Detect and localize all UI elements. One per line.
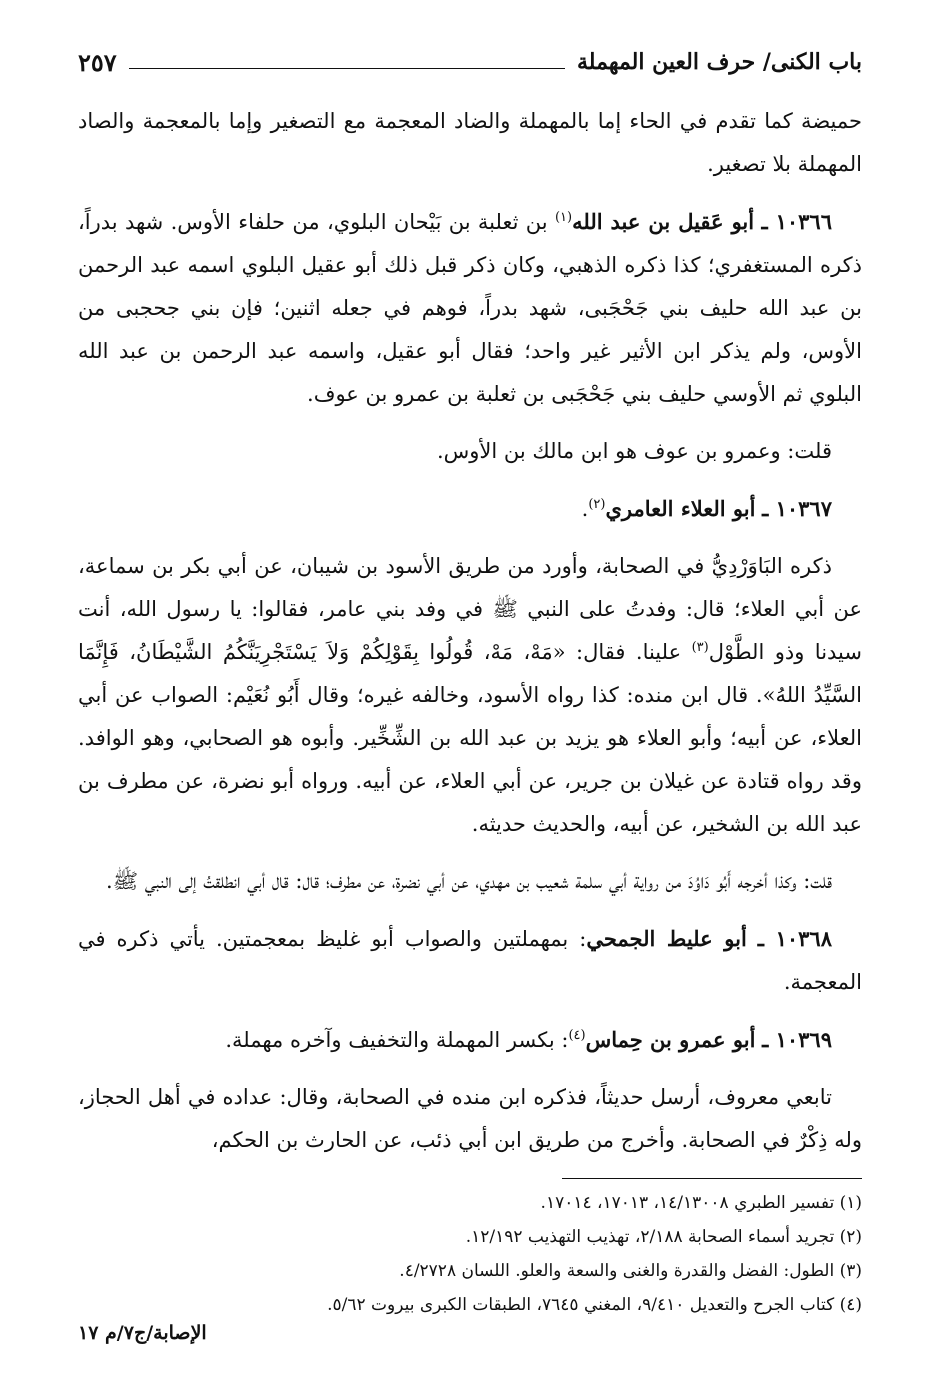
entry-name: أبو عَقيل بن عبد الله (572, 209, 755, 234)
page-number: ٢٥٧ (78, 47, 117, 77)
entry-text: : بمهملتين والصواب أبو غليظ بمعجمتين. يأتي ذكره في المعجمة. (78, 927, 862, 994)
paragraph-bawardi (78, 545, 862, 846)
entry-10368 (78, 917, 862, 1004)
footnote-ref: (١) (554, 210, 573, 225)
entry-number: ١٠٣٦٧ ـ (762, 496, 832, 521)
paragraph-continuation: حميضة كما تقدم في الحاء إما بالمهملة والضاد المعجمة مع التصغير وإما بالمعجمة والصاد المهملة بلا تصغير. (78, 109, 862, 176)
entry-name: أبو عليط الجمحي (586, 926, 747, 951)
paragraph-text-rest: علينا. فقال: «مَهْ، مَهْ، قُولُوا بِقَوْلِكُمْ وَلاَ يَسْتَجْرِيَنَّكُمُ الشَّيْطَانُ، فَإِنَّمَا السَّيِّدُ اللهُ». قال ابن منده: كذا رواه الأسود، وخالفه غيره؛ وقال أَبُو نُعَيْم: الصواب عن أبي العلاء، عن أبيه؛ وأبو العلاء هو يزيد بن عبد الله بن الشِّخِّير. وأبوه هو الصحابي، وهو الوافد. وقد رواه قتادة عن غيلان بن جرير، عن أبي العلاء، عن أبيه. ورواه أبو نضرة، عن مطرف بن عبد الله بن الشخير، عن أبيه، والحديث حديثه. (78, 640, 862, 836)
running-header (78, 44, 862, 80)
qulta-note: قلت: وعمرو بن عوف هو ابن مالك بن الأوس. (436, 439, 832, 463)
footnote-2: (٢) تجريد أسماء الصحابة ٢/١٨٨، تهذيب التهذيب ١٢/١٩٢. (465, 1227, 862, 1247)
footnote-ref: (٢) (588, 497, 606, 512)
entry-10367 (78, 487, 862, 531)
footnote-ref: (٤) (568, 1028, 586, 1043)
chapter-title: باب الكنى/ حرف العين المهملة (577, 49, 862, 75)
footnote-4: (٤) كتاب الجرح والتعديل ٩/٤١٠، المغني ٧٦٤٥، الطبقات الكبرى بيروت ٥/٦٢. (327, 1295, 862, 1315)
entry-number: ١٠٣٦٨ ـ (757, 926, 832, 951)
entry-name: أبو عمرو بن حِماس (585, 1027, 756, 1052)
footnote-1: (١) تفسير الطبري ١٤/١٣٠٠٨، ١٧٠١٣، ١٧٠١٤. (540, 1193, 862, 1213)
paragraph-text: ذكره البَاوَرْدِيُّ في الصحابة، وأورد من طريق الأسود بن شيبان، عن أبي بكر بن سماعة، عن أبي العلاء؛ قال: وفدتُ على النبي ﷺ في وفد بني عامر، فقالوا: يا رسول الله، أنت سيدنا وذو الطَّوْل (78, 554, 862, 664)
entry-number: ١٠٣٦٩ ـ (762, 1027, 832, 1052)
entry-name: أبو العلاء العامري (605, 496, 756, 521)
entry-text: : بكسر المهملة والتخفيف وآخره مهملة. (225, 1028, 569, 1052)
header-rule (129, 68, 565, 69)
qulta-note-2: قلت: وكذا أخرجه أَبُو دَاوُدَ من رواية أبي سلمة شعيب بن مهدي، عن أبي نضرة، عن مطرف؛ قال: قال أبي انطلقتُ إلى النبي ﷺ. (106, 869, 832, 893)
entry-10369 (78, 1018, 862, 1062)
entry-10366 (78, 200, 862, 416)
printer-signature: الإصابة/ج٧/م ١٧ (78, 1322, 207, 1344)
footnotes (78, 1186, 862, 1322)
entry-number: ١٠٣٦٦ ـ (761, 209, 832, 234)
footnote-separator (562, 1178, 862, 1179)
entry-tail: . (581, 497, 589, 521)
main-text (78, 100, 862, 1176)
footnote-ref: (٣) (691, 640, 709, 655)
entry-text: بن ثعلبة بن بَيْحان البلوي، من حلفاء الأوس. شهد بدراً، ذكره المستغفري؛ كذا ذكره الذهبي، وكان ذكر قبل ذلك أبو عقيل البلوي اسمه عبد الرحمن بن عبد الله حليف بني جَحْجَبى، شهد بدراً، فوهم في جعله اثنين؛ فإن بني جحجبى من الأوس، ولم يذكر ابن الأثير غير واحد؛ فقال أبو عقيل، واسمه عبد الرحمن بن عبد الله البلوي ثم الأوسي حليف بني جَحْجَبى بن ثعلبة بن عمرو بن عوف. (78, 210, 862, 406)
paragraph-last: تابعي معروف، أرسل حديثاً، فذكره ابن منده في الصحابة، وقال: عداده في أهل الحجاز، وله ذِكْرٌ في الصحابة. وأخرج من طريق ابن أبي ذئب، عن الحارث بن الحكم، (78, 1085, 862, 1152)
footnote-3: (٣) الطول: الفضل والقدرة والغنى والسعة والعلو. اللسان ٤/٢٧٢٨. (399, 1261, 862, 1281)
